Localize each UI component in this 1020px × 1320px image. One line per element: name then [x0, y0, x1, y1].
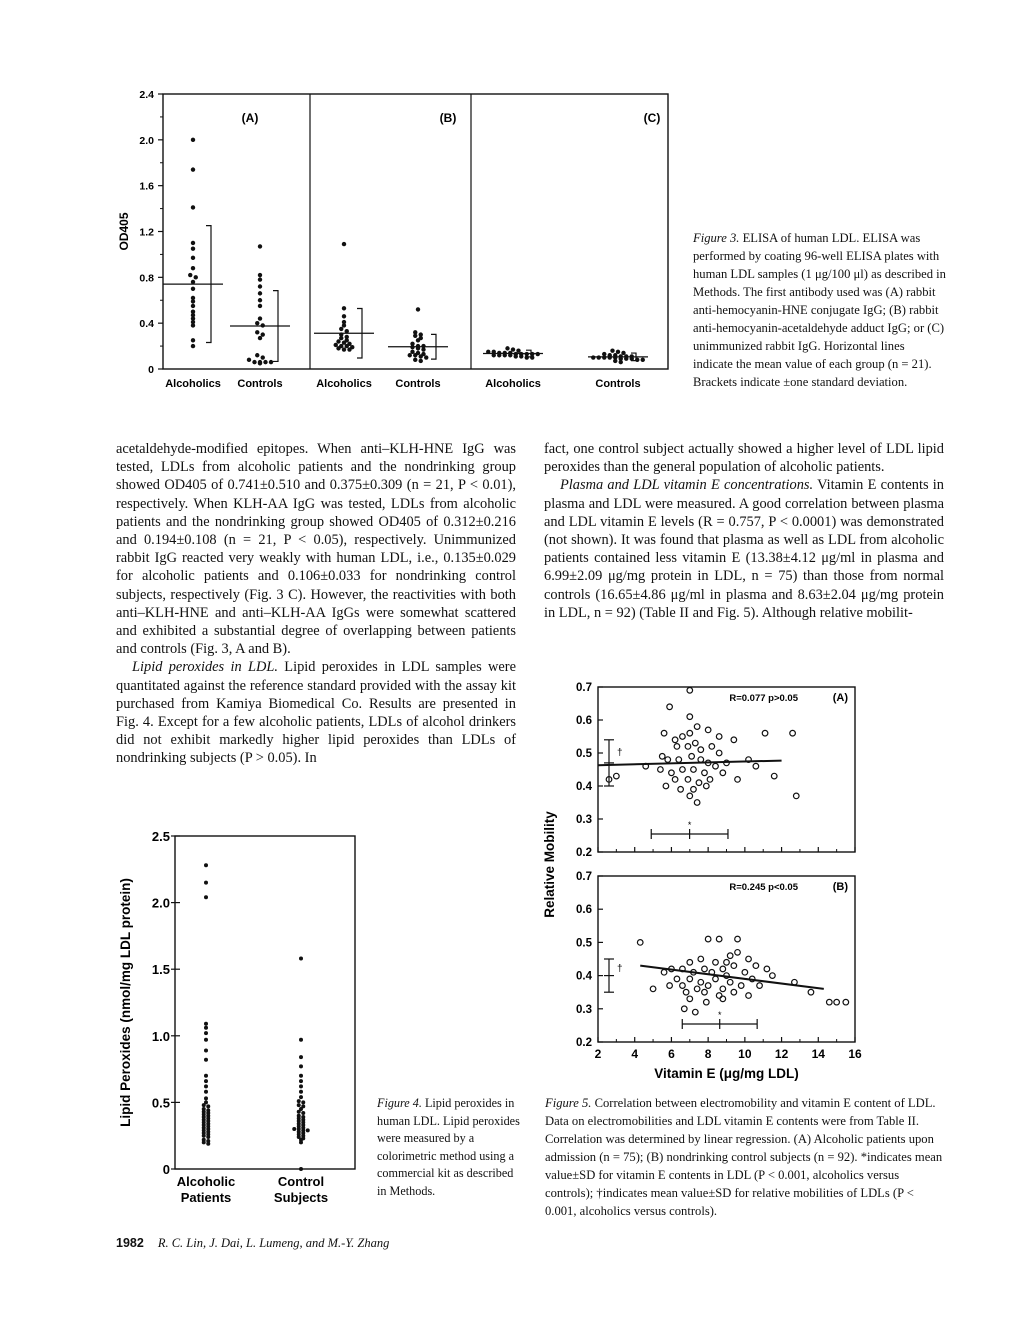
figure3-data-point: [255, 330, 259, 334]
figure4-data-point: [202, 1134, 206, 1138]
figure5-plot-frame: [598, 687, 855, 852]
figure5-data-point: [808, 989, 814, 995]
figure3-data-point: [191, 205, 195, 209]
figure5-panel-label: (A): [832, 692, 848, 704]
right-column: [544, 440, 944, 622]
figure5-regression-line: [640, 966, 824, 989]
figure5-data-point: [716, 734, 722, 740]
figure4-data-point: [299, 1140, 303, 1144]
figure5-data-point: [827, 999, 833, 1005]
figure4-data-point: [301, 1111, 305, 1115]
figure4-data-point: [204, 1038, 208, 1042]
figure4-y-axis-label: Lipid Peroxides (nmol/mg LDL protein): [118, 878, 133, 1127]
figure3-data-point: [191, 266, 195, 270]
figure3-data-point: [191, 138, 195, 142]
right-paragraph-2-text: Vitamin E contents in plasma and LDL were measured. A good correlation between plasma and LDL vitamin E levels (R = 0.757, P < 0.0001) was demonstrated (not shown). It was found that plasma as well as LDL from alcoholic patients contained less vitamin E (13.38±4.12 μg/ml in plasma and 6.99±2.09 μg/mg protein in LDL, n = 75) than those from normal controls (16.65±4.86 μg/ml in plasma and 8.63±2.04 μg/mg protein in LDL, n = 92) (Table II and Fig. 5). Although relative mobilit-: [544, 477, 944, 621]
figure5-data-point: [713, 976, 719, 982]
figure3-data-point: [188, 273, 192, 277]
figure5-vitE-marker: *: [717, 1010, 722, 1020]
figure5-data-point: [687, 714, 693, 720]
figure5-data-point: [746, 956, 752, 962]
figure5-data-point: [661, 969, 667, 975]
figure4-y-tick-label: 0: [162, 1162, 170, 1177]
figure3-data-point: [191, 323, 195, 327]
figure5-x-tick-label: 16: [848, 1047, 862, 1061]
figure3-data-point: [258, 277, 262, 281]
figure4-data-point: [206, 1142, 210, 1146]
figure5-data-point: [720, 996, 726, 1002]
figure5-x-tick-label: 2: [594, 1047, 602, 1061]
author-line: R. C. Lin, J. Dai, L. Lumeng, and M.-Y. Zhang: [157, 1236, 390, 1250]
figure3-data-point: [258, 273, 262, 277]
right-paragraph-2: [544, 476, 944, 622]
figure4-data-point: [204, 895, 208, 899]
figure5-data-point: [731, 989, 737, 995]
figure3-x-category-label: Alcoholics: [485, 378, 541, 390]
figure5-mobility-marker: †: [617, 747, 623, 759]
figure4-data-point: [292, 1127, 296, 1131]
figure5-data-point: [678, 787, 684, 793]
figure4-data-point: [299, 1095, 303, 1099]
figure4-data-point: [299, 957, 303, 961]
figure3-data-point: [610, 348, 614, 352]
figure3-data-point: [419, 359, 423, 363]
figure3-data-point: [191, 167, 195, 171]
figure3-data-point: [258, 284, 262, 288]
left-paragraph-2-heading: Lipid peroxides in LDL.: [132, 659, 278, 676]
figure3-data-point: [421, 347, 425, 351]
figure3-y-tick-label: 2.0: [139, 134, 154, 147]
figure3-y-tick-label: 2.4: [139, 89, 154, 101]
figure5-y-tick-label: 0.7: [576, 871, 592, 883]
figure3-chart: [100, 82, 690, 402]
figure3-data-point: [336, 339, 340, 343]
figure3-data-point: [408, 353, 412, 357]
figure5-x-tick-label: 12: [774, 1047, 789, 1061]
figure5-x-tick-label: 14: [811, 1047, 825, 1061]
figure5-data-point: [680, 734, 686, 740]
figure5-data-point: [674, 976, 680, 982]
figure4-data-point: [204, 881, 208, 885]
figure4-data-point: [299, 1074, 303, 1078]
figure5-data-point: [770, 973, 776, 979]
figure5-x-tick-label: 10: [738, 1047, 752, 1061]
figure3-data-point: [347, 347, 351, 351]
figure4-data-point: [204, 1084, 208, 1088]
figure5-data-point: [680, 767, 686, 773]
figure4-y-tick-label: 2.0: [151, 895, 170, 911]
figure5-mobility-marker: †: [617, 963, 623, 975]
figure3-data-point: [613, 359, 617, 363]
figure5-data-point: [685, 744, 691, 750]
figure3-plot-frame: [163, 94, 668, 369]
figure3-data-point: [511, 347, 515, 351]
figure4-data-point: [299, 1064, 303, 1068]
figure5-caption-label: Figure 5.: [545, 1096, 592, 1110]
figure5-data-point: [764, 966, 770, 972]
figure5-caption-text: Correlation between electromobility and vitamin E content of LDL. Data on electromobilities and LDL vitamin E contents were from Table II. Correlation was determined by linear regression. (A) Alcoholic patients upon admission (n = 75); (B) nondrinking control subjects (n = 92). *indicates mean value±SD for vitamin E contents in LDL (P < 0.001, alcoholics versus controls); †indicates mean value±SD for relative mobilities of LDLs (P < 0.001, alcoholics versus controls).: [545, 1096, 943, 1218]
figure5-data-point: [614, 773, 620, 779]
figure5-data-point: [742, 969, 748, 975]
figure5-data-point: [672, 777, 678, 783]
figure5-data-point: [735, 936, 741, 942]
figure5-data-point: [694, 986, 700, 992]
figure4-data-point: [204, 1022, 208, 1026]
figure3-x-category-label: Controls: [595, 378, 641, 390]
figure3-data-point: [342, 340, 346, 344]
figure5-data-point: [713, 763, 719, 769]
figure4-data-point: [204, 1079, 208, 1083]
figure5-data-point: [727, 953, 733, 959]
figure5-data-point: [724, 960, 730, 966]
figure5-y-tick-label: 0.5: [576, 937, 592, 950]
figure4-x-category-label: Alcoholic: [176, 1174, 236, 1189]
figure4-data-point: [299, 1055, 303, 1059]
figure4-data-point: [204, 863, 208, 867]
figure5-data-point: [705, 983, 711, 989]
figure5-data-point: [687, 730, 693, 736]
figure5-data-point: [687, 996, 693, 1002]
figure3-data-point: [602, 355, 606, 359]
figure5-data-point: [685, 777, 691, 783]
figure3-data-point: [419, 354, 423, 358]
figure4-y-tick-label: 1.5: [151, 962, 170, 978]
figure5-data-point: [735, 777, 741, 783]
figure5-data-point: [834, 999, 840, 1005]
figure5-x-tick-label: 6: [668, 1047, 675, 1061]
figure4-x-category-label: Patients: [180, 1190, 232, 1205]
figure3-y-tick-label: 0.4: [139, 318, 154, 331]
figure5-data-point: [702, 770, 708, 776]
figure5-data-point: [669, 770, 675, 776]
figure4-data-point: [297, 1110, 301, 1114]
figure5-data-point: [771, 773, 777, 779]
figure3-data-point: [519, 354, 523, 358]
figure3-data-point: [345, 344, 349, 348]
figure5-data-point: [716, 936, 722, 942]
left-paragraph-2-text: Lipid peroxides in LDL samples were quantitated against the reference standard provided with the assay kit purchased from Kamiya Biomedical Co. Results are presented in Fig. 4. Except for a few alcoholic patients, LDLs of alcohol drinkers did not exhibit markedly higher lipid peroxides than LDLs of nondrinking subjects (P > 0.05). In: [116, 659, 516, 767]
left-paragraph-1: acetaldehyde-modified epitopes. When anti–KLH-HNE IgG was tested, LDLs from alcoholic patients and the nondrinking group showed OD405 of 0.741±0.510 and 0.375±0.309 (n = 21, P < 0.01), respectively. When KLH-AA IgG was tested, LDLs from alcoholic patients and the nondrinking group showed OD405 of 0.312±0.216 and 0.194±0.108 (n = 21, P < 0.05), respectively. Unimmunized rabbit IgG reacted very weakly with human LDL, i.e., 0.135±0.029 for alcoholic patients and 0.106±0.033 for nondrinking control subjects, respectively (Fig. 3 C). However, the reactivities with both anti–KLH-HNE and anti–KLH-AA IgGs were somewhat scattered and exhibited a substantial degree of overlapping between patients and controls (Fig. 3, A and B).: [116, 441, 516, 658]
figure3-data-point: [252, 360, 256, 364]
figure3-data-point: [191, 299, 195, 303]
figure3-data-point: [258, 316, 262, 320]
figure5-data-point: [698, 956, 704, 962]
figure5-y-tick-label: 0.4: [576, 970, 592, 983]
figure3-data-point: [258, 304, 262, 308]
figure5-caption: [545, 1094, 947, 1220]
figure5-data-point: [735, 950, 741, 956]
figure3-data-point: [342, 314, 346, 318]
figure3-data-point: [194, 275, 198, 279]
figure3-data-point: [413, 334, 417, 338]
figure3-y-tick-label: 0.8: [139, 272, 154, 285]
figure5-data-point: [650, 986, 656, 992]
figure4-data-point: [204, 1058, 208, 1062]
figure3-data-point: [336, 346, 340, 350]
figure5-data-point: [658, 767, 664, 773]
figure5-data-point: [738, 983, 744, 989]
figure3-y-tick-label: 0: [148, 364, 154, 376]
figure4-data-point: [202, 1103, 206, 1107]
figure5-data-point: [661, 730, 667, 736]
figure4-data-point: [299, 1090, 303, 1094]
figure5-y-tick-label: 0.3: [576, 1003, 592, 1016]
figure4-data-point: [204, 1090, 208, 1094]
figure5-data-point: [687, 960, 693, 966]
figure5-data-point: [687, 793, 693, 799]
figure5-vitE-marker: *: [687, 820, 692, 830]
figure5-data-point: [702, 989, 708, 995]
figure3-data-point: [258, 291, 262, 295]
figure5-data-point: [698, 747, 704, 753]
figure3-data-point: [191, 287, 195, 291]
figure5-data-point: [698, 979, 704, 985]
figure5-y-tick-label: 0.6: [576, 715, 592, 727]
figure3-data-point: [424, 355, 428, 359]
figure3-data-point: [258, 244, 262, 248]
figure5-data-point: [681, 1006, 687, 1012]
figure5-stat-label: R=0.245 p<0.05: [729, 882, 798, 893]
figure5-y-tick-label: 0.3: [576, 814, 592, 826]
figure3-data-point: [416, 338, 420, 342]
figure5-data-point: [709, 744, 715, 750]
figure4-data-point: [204, 1048, 208, 1052]
figure3-y-tick-label: 1.2: [139, 226, 154, 239]
figure3-data-point: [619, 360, 623, 364]
figure5-data-point: [746, 993, 752, 999]
figure4-data-point: [299, 1084, 303, 1088]
figure5-data-point: [753, 763, 759, 769]
figure3-x-category-label: Alcoholics: [165, 378, 221, 390]
figure5-data-point: [716, 750, 722, 756]
figure5-data-point: [672, 737, 678, 743]
figure5-data-point: [720, 770, 726, 776]
figure5-y-tick-label: 0.7: [576, 682, 592, 694]
figure5-data-point: [727, 979, 733, 985]
figure3-data-point: [413, 353, 417, 357]
figure5-data-point: [691, 767, 697, 773]
figure5-data-point: [696, 780, 702, 786]
figure5-data-point: [716, 993, 722, 999]
figure5-data-point: [667, 704, 673, 710]
figure5-data-point: [793, 793, 799, 799]
figure5-y-tick-label: 0.2: [576, 1037, 592, 1049]
figure5-y-tick-label: 0.6: [576, 904, 592, 917]
figure5-data-point: [698, 757, 704, 763]
figure5-data-point: [676, 757, 682, 763]
figure3-data-point: [616, 350, 620, 354]
figure5-data-point: [659, 754, 665, 760]
figure5-data-point: [720, 966, 726, 972]
figure4-caption-label: Figure 4.: [377, 1096, 422, 1110]
figure4-data-point: [204, 1096, 208, 1100]
figure3-data-point: [191, 304, 195, 308]
figure4-data-point: [297, 1099, 301, 1103]
figure3-data-point: [608, 355, 612, 359]
figure3-data-point: [342, 323, 346, 327]
figure5-data-point: [731, 737, 737, 743]
figure5-data-point: [843, 999, 849, 1005]
figure3-panel-label: (B): [439, 111, 457, 125]
figure3-data-point: [416, 307, 420, 311]
figure4-data-point: [204, 1026, 208, 1030]
figure4-y-tick-label: 0.5: [151, 1095, 170, 1111]
figure4-y-tick-label: 1.0: [151, 1028, 170, 1044]
figure4-y-tick-label: 2.5: [151, 829, 170, 844]
figure3-data-point: [342, 242, 346, 246]
figure5-y-tick-label: 0.5: [576, 748, 592, 760]
figure5-data-point: [683, 989, 689, 995]
figure3-data-point: [263, 360, 267, 364]
right-paragraph-2-heading: Plasma and LDL vitamin E concentrations.: [560, 477, 814, 494]
figure4-x-category-label: Subjects: [273, 1190, 329, 1205]
figure3-y-tick-label: 1.6: [139, 180, 154, 193]
figure5-data-point: [689, 754, 695, 760]
figure4-data-point: [204, 1031, 208, 1035]
figure5-data-point: [637, 940, 643, 946]
right-paragraph-1: fact, one control subject actually showed a higher level of LDL lipid peroxides than the general population of alcoholic patients.: [544, 441, 944, 476]
figure3-data-point: [525, 355, 529, 359]
figure3-x-category-label: Controls: [237, 378, 283, 390]
figure3-caption-text: ELISA of human LDL. ELISA was performed by coating 96-well ELISA plates with human LDL samples (1 μg/100 μl) as described in Methods. The first antibody used was (A) rabbit anti-hemocyanin-HNE conjugate IgG; (B) rabbit anti-hemocyanin-acetaldehyde adduct IgG; or (C) unimmunized rabbit IgG. Horizontal lines indicate the mean value of each group (n = 21). Brackets indicate ±one standard deviation.: [693, 231, 946, 389]
figure3-panel-label: (A): [241, 111, 259, 125]
figure3-data-point: [342, 347, 346, 351]
figure5-stat-label: R=0.077 p>0.05: [729, 693, 798, 704]
figure3-data-point: [261, 355, 265, 359]
figure3-data-point: [597, 355, 601, 359]
figure3-data-point: [621, 351, 625, 355]
figure3-x-category-label: Alcoholics: [316, 378, 372, 390]
figure3-data-point: [516, 348, 520, 352]
page-footer: [116, 1236, 389, 1251]
figure5-data-point: [762, 730, 768, 736]
figure4-data-point: [299, 1079, 303, 1083]
figure3-data-point: [258, 336, 262, 340]
figure5-y-axis-label: Relative Mobility: [542, 811, 557, 918]
figure3-x-category-label: Controls: [395, 378, 441, 390]
figure3-data-point: [339, 327, 343, 331]
page-number: 1982: [116, 1236, 144, 1250]
figure5-data-point: [704, 783, 710, 789]
figure3-data-point: [342, 306, 346, 310]
figure4-data-point: [204, 1074, 208, 1078]
figure3-data-point: [261, 332, 265, 336]
figure3-data-point: [255, 321, 259, 325]
figure4-data-point: [202, 1140, 206, 1144]
figure5-data-point: [692, 1009, 698, 1015]
figure5-y-tick-label: 0.2: [576, 847, 592, 859]
figure5-chart: [530, 668, 880, 1088]
figure4-caption: [377, 1095, 520, 1201]
figure5-data-point: [667, 983, 673, 989]
figure5-data-point: [687, 688, 693, 694]
figure3-data-point: [334, 343, 338, 347]
figure4-data-point: [301, 1100, 305, 1104]
figure4-data-point: [306, 1128, 310, 1132]
figure5-data-point: [674, 744, 680, 750]
figure4-data-point: [299, 1167, 303, 1171]
figure5-data-point: [687, 976, 693, 982]
figure5-data-point: [713, 960, 719, 966]
figure3-data-point: [191, 241, 195, 245]
figure3-data-point: [258, 298, 262, 302]
figure3-data-point: [591, 355, 595, 359]
figure3-data-point: [255, 353, 259, 357]
figure5-data-point: [753, 963, 759, 969]
figure5-data-point: [705, 727, 711, 733]
figure3-caption-label: Figure 3.: [693, 231, 740, 245]
figure3-data-point: [505, 346, 509, 350]
figure3-data-point: [269, 360, 273, 364]
figure5-data-point: [704, 999, 710, 1005]
figure5-data-point: [790, 730, 796, 736]
figure3-panel-label: (C): [643, 111, 661, 125]
figure3-data-point: [258, 361, 262, 365]
figure5-x-axis-label: Vitamin E (μg/mg LDL): [654, 1066, 799, 1081]
figure3-data-point: [191, 246, 195, 250]
figure4-data-point: [206, 1104, 210, 1108]
figure4-caption-text: Lipid peroxides in human LDL. Lipid peroxides were measured by a colorimetric method using a commercial kit as described in Methods.: [377, 1096, 520, 1198]
figure5-data-point: [720, 986, 726, 992]
left-column: [116, 440, 516, 768]
figure3-y-axis-label: OD405: [117, 212, 131, 251]
left-paragraph-2: [116, 658, 516, 767]
figure3-data-point: [191, 338, 195, 342]
figure3-data-point: [641, 358, 645, 362]
figure5-data-point: [663, 783, 669, 789]
figure3-data-point: [410, 350, 414, 354]
figure3-data-point: [339, 336, 343, 340]
figure3-data-point: [247, 358, 251, 362]
figure4-data-point: [206, 1135, 210, 1139]
figure5-x-tick-label: 8: [704, 1047, 712, 1061]
figure3-data-point: [413, 358, 417, 362]
figure3-data-point: [514, 354, 518, 358]
figure5-data-point: [707, 777, 713, 783]
figure5-data-point: [694, 724, 700, 730]
figure3-caption: [693, 229, 947, 391]
figure5-data-point: [705, 936, 711, 942]
figure5-data-point: [691, 787, 697, 793]
figure5-y-tick-label: 0.4: [576, 781, 592, 793]
figure5-panel-label: (B): [832, 881, 848, 893]
figure5-data-point: [680, 983, 686, 989]
figure5-data-point: [757, 983, 763, 989]
figure3-data-point: [191, 256, 195, 260]
figure4-x-category-label: Control: [277, 1174, 325, 1189]
figure4-data-point: [297, 1103, 301, 1107]
figure5-data-point: [665, 757, 671, 763]
figure5-data-point: [692, 740, 698, 746]
figure5-data-point: [731, 963, 737, 969]
figure5-x-tick-label: 4: [631, 1047, 639, 1061]
figure5-data-point: [702, 966, 708, 972]
figure5-data-point: [694, 800, 700, 806]
figure4-chart: [100, 822, 370, 1212]
figure3-data-point: [191, 344, 195, 348]
figure4-data-point: [299, 1038, 303, 1042]
